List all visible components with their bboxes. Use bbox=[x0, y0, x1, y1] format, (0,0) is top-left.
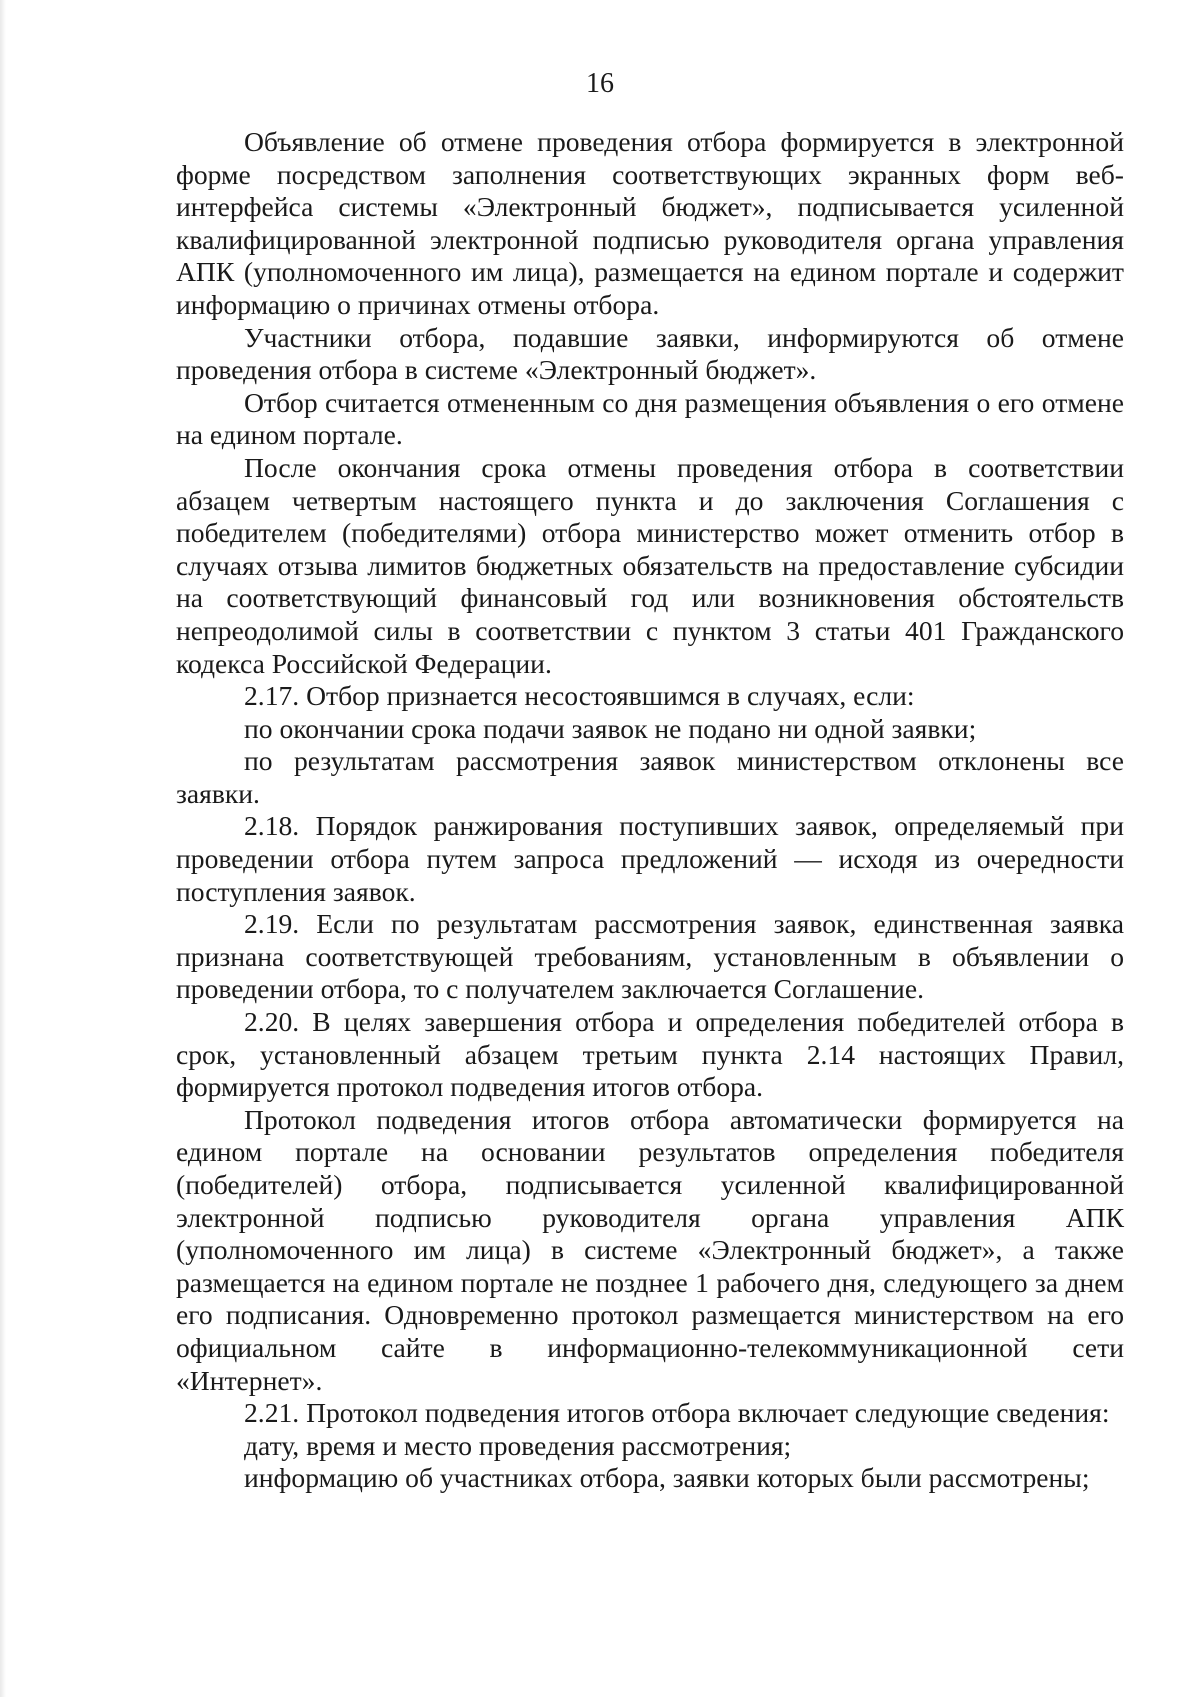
paragraph-date-time-place: дату, время и место проведения рассмотрения; bbox=[244, 1429, 792, 1461]
paragraph-ministry-may-cancel: После окончания срока отмены проведения отбора в соответствии абзацем четвертым настоящего пункта и до заключения Соглашения с победителем (победителями) отбора министерство может отменить отбор в случаях отзыва лимитов бюджетных обязательств на предоставление субсидии на соответствующий финансовый год или возникновения обстоятельств непреодолимой силы в соответствии с пунктом 3 статьи 401 Гражданского кодекса Российской Федерации. bbox=[176, 451, 1124, 679]
paragraph-no-applications: по окончании срока подачи заявок не подано ни одной заявки; bbox=[244, 712, 977, 744]
paragraph-selection-cancelled: Отбор считается отмененным со дня размещения объявления о его отмене на едином портале. bbox=[176, 386, 1124, 451]
paragraph-all-rejected: по результатам рассмотрения заявок министерством отклонены все заявки. bbox=[176, 745, 1124, 809]
paragraph-2-21: 2.21. Протокол подведения итогов отбора включает следующие сведения: bbox=[244, 1397, 1110, 1429]
paragraph-protocol-formed: Протокол подведения итогов отбора автоматически формируется на едином портале на основании результатов определения победителя (победителей) отбора, подписывается усиленной квалифицированной электронной подписью руководителя органа управления АПК (уполномоченного им лица) в системе «Электронный бюджет», а также размещается на едином портале не позднее 1 рабочего дня, следующего за днем его подписания. Одновременно протокол размещается министерством на его официальном сайте в информационно-телекоммуникационной сети «Интернет». bbox=[176, 1103, 1124, 1396]
paragraph-2-19: 2.19. Если по результатам рассмотрения заявок, единственная заявка признана соответствующей требованиям, установленным в объявлении о проведении отбора, то с получателем заключается Соглашение. bbox=[176, 908, 1124, 1005]
paragraph-cancellation-announcement: Объявление об отмене проведения отбора формируется в электронной форме посредством заполнения соответствующих экранных форм веб-интерфейса системы «Электронный бюджет», подписывается усиленной квалифицированной электронной подписью руководителя органа управления АПК (уполномоченного им лица), размещается на едином портале и содержит информацию о причинах отмены отбора. bbox=[176, 126, 1124, 320]
scan-edge-shadow bbox=[0, 0, 6, 1697]
page-number: 16 bbox=[586, 68, 614, 99]
paragraph-participants-info: информацию об участниках отбора, заявки которых были рассмотрены; bbox=[244, 1462, 1090, 1494]
paragraph-2-18: 2.18. Порядок ранжирования поступивших заявок, определяемый при проведении отбора путем запроса предложений — исходя из очередности поступления заявок. bbox=[176, 810, 1124, 907]
paragraph-participants-informed: Участники отбора, подавшие заявки, информируются об отмене проведения отбора в системе «Электронный бюджет». bbox=[176, 321, 1124, 386]
document-body bbox=[176, 126, 1124, 1495]
paragraph-2-17: 2.17. Отбор признается несостоявшимся в случаях, если: bbox=[244, 680, 915, 712]
paragraph-2-20: 2.20. В целях завершения отбора и определения победителей отбора в срок, установленный абзацем третьим пункта 2.14 настоящих Правил, формируется протокол подведения итогов отбора. bbox=[176, 1006, 1124, 1103]
